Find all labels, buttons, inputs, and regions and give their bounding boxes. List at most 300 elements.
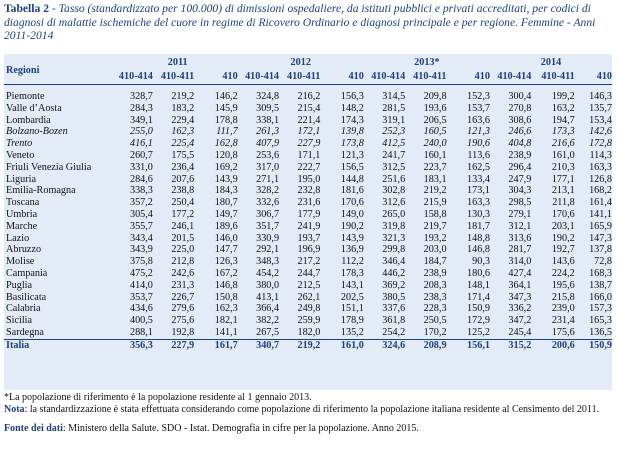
rate-cell: 400,5 [129, 315, 153, 327]
header-year-2013: 2013* [414, 57, 440, 69]
rate-cell: 219,2 [171, 91, 195, 102]
rate-cell: 246,1 [171, 220, 195, 232]
rate-cell: 208,3 [423, 279, 447, 291]
rate-cell: 182,1 [214, 315, 238, 327]
rate-cell: 328,7 [129, 91, 153, 102]
rate-cell: 279,6 [171, 303, 195, 315]
table-row [4, 256, 612, 268]
rate-cell: 145,9 [214, 102, 238, 114]
table-row [4, 268, 612, 280]
rate-cell: 162,3 [171, 126, 195, 138]
rate-cell: 175,5 [171, 149, 195, 161]
rate-cell: 150,9 [467, 303, 490, 315]
rate-cell: 224,2 [551, 267, 575, 279]
fonte-text: : Ministero della Salute. SDO - Istat. Demografia in cifre per la popolazione. Anno 2015. [62, 422, 419, 434]
rate-cell: 199,2 [551, 91, 575, 102]
table-row [4, 85, 612, 103]
standardization-note [4, 404, 614, 416]
rate-cell: 271,1 [256, 173, 280, 185]
rate-cell: 167,2 [214, 267, 238, 279]
rate-cell: 182,0 [297, 326, 321, 338]
table-row [4, 292, 612, 304]
rate-cell: 215,9 [423, 197, 447, 209]
rate-cell: 200,6 [531, 339, 574, 351]
rate-cell: 136,5 [589, 326, 612, 338]
rate-cell: 434,6 [129, 303, 153, 315]
rate-cell: 165,9 [589, 220, 612, 232]
rate-cell: 231,6 [297, 197, 321, 209]
header-code: 410-411 [279, 70, 320, 85]
rate-cell: 364,1 [508, 279, 532, 291]
header-code: 410-411 [405, 70, 446, 85]
rate-cell: 252,3 [382, 126, 406, 138]
rate-cell: 90,3 [472, 256, 490, 268]
rate-cell: 241,7 [382, 149, 406, 161]
rate-cell: 170,6 [551, 208, 575, 220]
rate-cell: 161,4 [589, 197, 612, 209]
region-name: Bolzano-Bozen [6, 126, 68, 138]
rate-cell: 162,5 [467, 161, 490, 173]
region-name: Lombardia [6, 114, 51, 126]
rate-cell: 143,6 [551, 256, 575, 268]
rate-cell: 251,6 [382, 173, 406, 185]
region-name: Campania [6, 267, 48, 279]
rate-cell: 223,7 [423, 161, 447, 173]
table-row [4, 233, 612, 245]
rate-cell: 343,4 [129, 232, 153, 244]
rate-cell: 133,4 [467, 173, 490, 185]
table-row [4, 174, 612, 186]
rate-cell: 194,7 [551, 114, 575, 126]
rate-cell: 314,0 [508, 256, 532, 268]
region-name: Trento [6, 138, 33, 150]
table-row [4, 280, 612, 292]
rate-cell: 284,6 [129, 173, 153, 185]
rate-cell: 196,9 [297, 244, 321, 256]
rate-cell: 153,4 [589, 114, 612, 126]
rate-cell: 404,8 [508, 138, 532, 150]
rate-cell: 178,9 [340, 315, 364, 327]
rate-cell: 126,8 [589, 173, 612, 185]
rate-cell: 259,9 [297, 315, 321, 327]
table-row [4, 103, 612, 115]
rate-cell: 148,1 [467, 279, 490, 291]
region-name: Sicilia [6, 315, 33, 327]
header-year-row [4, 56, 612, 70]
rate-cell: 195,6 [551, 279, 575, 291]
rate-cell: 330,9 [256, 232, 280, 244]
rate-cell: 347,3 [508, 291, 532, 303]
rate-cell: 240,0 [423, 138, 447, 150]
rate-cell: 357,2 [129, 197, 153, 209]
table-row [4, 197, 612, 209]
rate-cell: 150,9 [575, 339, 612, 351]
rate-cell: 171,1 [297, 149, 321, 161]
rate-cell: 172,1 [297, 126, 321, 138]
rate-cell: 151,1 [340, 303, 364, 315]
data-table [4, 56, 612, 352]
nota-label: Nota [4, 404, 25, 416]
header-code: 410 [194, 70, 237, 85]
region-name: Sardegna [6, 326, 44, 338]
rate-cell: 184,7 [423, 256, 447, 268]
rate-cell: 175,6 [551, 326, 575, 338]
table-row [4, 327, 612, 339]
rate-cell: 454,2 [256, 267, 280, 279]
rate-cell: 380,5 [382, 291, 406, 303]
rate-cell: 369,2 [382, 279, 406, 291]
rate-cell: 202,5 [340, 291, 364, 303]
rate-cell: 351,7 [256, 220, 280, 232]
rate-cell: 324,8 [256, 91, 280, 102]
rate-cell: 300,4 [508, 91, 532, 102]
rate-cell: 242,6 [171, 267, 195, 279]
rate-cell: 174,3 [340, 114, 364, 126]
region-name: Valle d’Aosta [6, 102, 62, 114]
region-name: Marche [6, 220, 38, 232]
rate-cell: 178,3 [340, 267, 364, 279]
nota-text: : la standardizzazione è stata effettuata considerando come popolazione di riferimento la popolazione italiana residente al Censimento del 2011. [24, 404, 600, 416]
header-year-2012: 2012 [290, 57, 311, 69]
rate-cell: 380,0 [256, 279, 280, 291]
rate-cell: 219,2 [423, 185, 447, 197]
rate-cell: 382,2 [256, 315, 280, 327]
rate-cell: 275,6 [171, 315, 195, 327]
rate-cell: 215,4 [297, 102, 321, 114]
table-row [4, 150, 612, 162]
region-name: Lazio [6, 232, 30, 244]
region-name: Italia [4, 339, 118, 351]
rate-cell: 315,2 [490, 339, 531, 351]
rate-cell: 211,8 [552, 197, 575, 209]
rate-cell: 163,6 [467, 114, 490, 126]
rate-cell: 114,3 [589, 149, 612, 161]
rate-cell: 253,6 [256, 149, 280, 161]
rate-cell: 148,2 [340, 102, 364, 114]
rate-cell: 72,8 [594, 256, 612, 268]
header-year-2011: 2011 [167, 57, 188, 69]
rate-cell: 181,6 [340, 185, 364, 197]
rate-cell: 217,2 [297, 256, 321, 268]
rate-cell: 231,4 [551, 315, 575, 327]
rate-cell: 213,1 [551, 185, 575, 197]
rate-cell: 216,2 [297, 91, 321, 102]
rate-cell: 210,3 [551, 161, 575, 173]
rate-cell: 312,1 [508, 220, 532, 232]
rate-cell: 416,1 [129, 138, 153, 150]
rate-cell: 168,2 [589, 185, 612, 197]
rate-cell: 180,7 [214, 197, 238, 209]
rate-cell: 184,3 [214, 185, 238, 197]
rate-cell: 414,0 [129, 279, 153, 291]
rate-cell: 146,3 [589, 91, 612, 102]
rate-cell: 136,9 [340, 244, 364, 256]
rate-cell: 312,5 [382, 161, 406, 173]
rate-cell: 190,6 [467, 138, 490, 150]
rate-cell: 177,2 [171, 208, 195, 220]
rate-cell: 178,8 [214, 114, 238, 126]
notes [4, 392, 614, 435]
rate-cell: 338,3 [129, 185, 153, 197]
rate-cell: 195,0 [297, 173, 321, 185]
rate-cell: 312,6 [382, 197, 406, 209]
region-name: Puglia [6, 279, 33, 291]
region-name: Friuli Venezia Giulia [6, 161, 92, 173]
rate-cell: 141,1 [214, 326, 238, 338]
table-number: Tabella 2 [4, 2, 49, 15]
rate-cell: 143,9 [214, 173, 238, 185]
rate-cell: 139,8 [340, 126, 364, 138]
rate-cell: 172,9 [467, 315, 490, 327]
table-row [4, 221, 612, 233]
table-row [4, 244, 612, 256]
rate-cell: 193,6 [423, 102, 447, 114]
rate-cell: 148,8 [467, 232, 490, 244]
rate-cell: 225,0 [171, 244, 195, 256]
rate-cell: 146,0 [214, 232, 238, 244]
rate-cell: 177,1 [551, 173, 575, 185]
rate-cell: 355,7 [129, 220, 153, 232]
rate-cell: 161,0 [551, 149, 575, 161]
rate-cell: 302,8 [382, 185, 406, 197]
rate-cell: 407,9 [256, 138, 280, 150]
region-name: Liguria [6, 173, 36, 185]
rate-cell: 147,7 [214, 244, 238, 256]
rate-cell: 170,2 [423, 326, 447, 338]
region-name: Piemonte [6, 91, 45, 102]
rate-cell: 296,4 [508, 161, 532, 173]
rate-cell: 173,8 [340, 138, 364, 150]
rate-cell: 172,8 [589, 138, 612, 150]
rate-cell: 212,8 [171, 256, 195, 268]
region-name: Emilia-Romagna [6, 185, 76, 197]
rate-cell: 238,3 [423, 291, 447, 303]
rate-cell: 192,7 [551, 244, 575, 256]
rate-cell: 227,9 [153, 339, 194, 351]
rate-cell: 111,7 [216, 126, 238, 138]
rate-cell: 181,7 [467, 220, 490, 232]
rate-cell: 427,4 [508, 267, 532, 279]
rate-cell: 299,8 [382, 244, 406, 256]
rate-cell: 137,8 [589, 244, 612, 256]
rate-cell: 228,3 [423, 303, 447, 315]
source-note [4, 423, 614, 435]
rate-cell: 112,2 [341, 256, 364, 268]
rate-cell: 152,3 [467, 91, 490, 102]
header-code: 410-414 [490, 70, 531, 85]
rate-cell: 332,6 [256, 197, 280, 209]
rate-cell: 340,7 [238, 339, 279, 351]
rate-cell: 308,6 [508, 114, 532, 126]
header-code: 410 [575, 70, 612, 85]
rate-cell: 413,1 [256, 291, 280, 303]
rate-cell: 328,2 [256, 185, 280, 197]
rate-cell: 160,1 [423, 149, 447, 161]
rate-cell: 203,1 [551, 220, 575, 232]
rate-cell: 166,0 [589, 291, 612, 303]
rate-cell: 343,9 [129, 244, 153, 256]
rate-cell: 120,8 [214, 149, 238, 161]
rate-cell: 146,2 [214, 91, 238, 102]
rate-cell: 141,1 [589, 208, 612, 220]
rate-cell: 144,8 [340, 173, 364, 185]
rate-cell: 267,5 [256, 326, 280, 338]
rate-cell: 261,3 [256, 126, 280, 138]
rate-cell: 231,3 [171, 279, 195, 291]
header-code: 410-414 [118, 70, 153, 85]
rate-cell: 203,0 [423, 244, 447, 256]
rate-cell: 126,3 [214, 256, 238, 268]
rate-cell: 190,2 [340, 220, 364, 232]
region-name: Veneto [6, 149, 35, 161]
rate-cell: 146,8 [214, 279, 238, 291]
rate-cell: 130,3 [467, 208, 490, 220]
rate-cell: 135,7 [589, 102, 612, 114]
rate-cell: 347,2 [508, 315, 532, 327]
rate-cell: 147,3 [589, 232, 612, 244]
rate-cell: 238,9 [508, 149, 532, 161]
rate-cell: 288,1 [129, 326, 153, 338]
rate-cell: 226,7 [171, 291, 195, 303]
rate-cell: 336,2 [508, 303, 532, 315]
header-code: 410 [447, 70, 490, 85]
rate-cell: 216,6 [551, 138, 575, 150]
header-regioni: Regioni [4, 56, 118, 85]
rate-cell: 222,7 [297, 161, 321, 173]
rate-cell: 227,9 [297, 138, 321, 150]
header-code: 410-414 [364, 70, 405, 85]
rate-cell: 249,8 [297, 303, 321, 315]
rate-cell: 246,6 [508, 126, 532, 138]
rate-cell: 255,0 [129, 126, 153, 138]
table-body [4, 85, 612, 352]
rate-cell: 173,1 [467, 185, 490, 197]
rate-cell: 168,3 [589, 267, 612, 279]
rate-cell: 160,5 [423, 126, 447, 138]
rate-cell: 331,0 [129, 161, 153, 173]
rate-cell: 321,3 [382, 232, 406, 244]
table-row [4, 115, 612, 127]
rate-cell: 156,3 [340, 91, 364, 102]
rate-cell: 247,9 [508, 173, 532, 185]
rate-cell: 337,6 [382, 303, 406, 315]
rate-cell: 232,8 [297, 185, 321, 197]
rate-cell: 304,3 [508, 185, 532, 197]
region-name: Abruzzo [6, 244, 42, 256]
rate-cell: 150,8 [214, 291, 238, 303]
region-name: Umbria [6, 208, 38, 220]
rate-cell: 161,0 [320, 339, 363, 351]
rate-cell: 170,6 [340, 197, 364, 209]
header-year-2014: 2014 [540, 57, 562, 69]
rate-cell: 254,2 [382, 326, 406, 338]
rate-cell: 163,3 [589, 161, 612, 173]
rate-cell: 207,6 [171, 173, 195, 185]
rate-cell: 346,4 [382, 256, 406, 268]
rate-cell: 146,8 [467, 244, 490, 256]
rate-cell: 319,1 [382, 114, 406, 126]
rate-cell: 162,3 [214, 303, 238, 315]
rate-cell: 193,7 [297, 232, 321, 244]
rate-cell: 142,6 [589, 126, 612, 138]
rate-cell: 281,7 [508, 244, 532, 256]
rate-cell: 135,2 [340, 326, 364, 338]
rate-cell: 324,6 [364, 339, 405, 351]
table-row [4, 209, 612, 221]
table-caption: - Tasso (standardizzato per 100.000) di dimissioni ospedaliere, da istituti pubblici e privati accreditati, per codici di diagnosi di malattie ischemiche del cuore in regime di Ricovero Ordinario e diagnosi principale e per regione. Femmine - Anni 2011-2014 [4, 2, 596, 43]
header-code: 410 [320, 70, 363, 85]
table-row-total [4, 339, 612, 351]
rate-cell: 209,8 [423, 91, 447, 102]
rate-cell: 156,5 [340, 161, 364, 173]
rate-cell: 229,4 [171, 114, 195, 126]
rate-cell: 149,0 [340, 208, 364, 220]
rate-cell: 163,3 [467, 197, 490, 209]
rate-cell: 215,8 [551, 291, 575, 303]
rate-cell: 366,4 [256, 303, 280, 315]
rate-cell: 121,3 [467, 126, 490, 138]
rate-cell: 189,6 [214, 220, 238, 232]
table-row [4, 126, 612, 138]
region-name: Basilicata [6, 291, 47, 303]
rate-cell: 219,7 [423, 220, 447, 232]
rate-cell: 239,0 [551, 303, 575, 315]
rate-cell: 192,8 [171, 326, 195, 338]
rate-cell: 143,1 [340, 279, 364, 291]
rate-cell: 292,1 [256, 244, 280, 256]
rate-cell: 138,7 [589, 279, 612, 291]
rate-cell: 279,1 [508, 208, 532, 220]
rate-cell: 236,4 [171, 161, 195, 173]
rate-cell: 281,5 [382, 102, 406, 114]
table-row [4, 315, 612, 327]
rate-cell: 305,4 [129, 208, 153, 220]
rate-cell: 314,5 [382, 91, 406, 102]
region-name: Calabria [6, 303, 41, 315]
rate-cell: 265,0 [382, 208, 406, 220]
rate-cell: 250,5 [423, 315, 447, 327]
rate-cell: 284,3 [129, 102, 153, 114]
rate-cell: 375,8 [129, 256, 153, 268]
population-note: *La popolazione di riferimento è la popolazione residente al 1 gennaio 2013. [4, 392, 312, 403]
rate-cell: 165,3 [589, 315, 612, 327]
table-row [4, 303, 612, 315]
rate-cell: 212,5 [297, 279, 321, 291]
rate-cell: 338,1 [256, 114, 280, 126]
rate-cell: 262,1 [297, 291, 321, 303]
rate-cell: 270,8 [508, 102, 532, 114]
rate-cell: 158,8 [423, 208, 447, 220]
rate-cell: 313,6 [508, 232, 532, 244]
rate-cell: 121,3 [340, 149, 364, 161]
region-name: Molise [6, 256, 35, 268]
rate-cell: 163,2 [551, 102, 575, 114]
table-row [4, 138, 612, 150]
table-row [4, 185, 612, 197]
rate-cell: 183,2 [171, 102, 195, 114]
rate-cell: 298,5 [508, 197, 532, 209]
rate-cell: 125,2 [467, 326, 490, 338]
rate-cell: 475,2 [129, 267, 153, 279]
rate-cell: 171,4 [467, 291, 490, 303]
rate-cell: 219,2 [279, 339, 320, 351]
rate-cell: 173,3 [551, 126, 575, 138]
table-row [4, 162, 612, 174]
rate-cell: 162,8 [214, 138, 238, 150]
rate-cell: 149,7 [214, 208, 238, 220]
rate-cell: 206,5 [423, 114, 447, 126]
rate-cell: 309,5 [256, 102, 280, 114]
